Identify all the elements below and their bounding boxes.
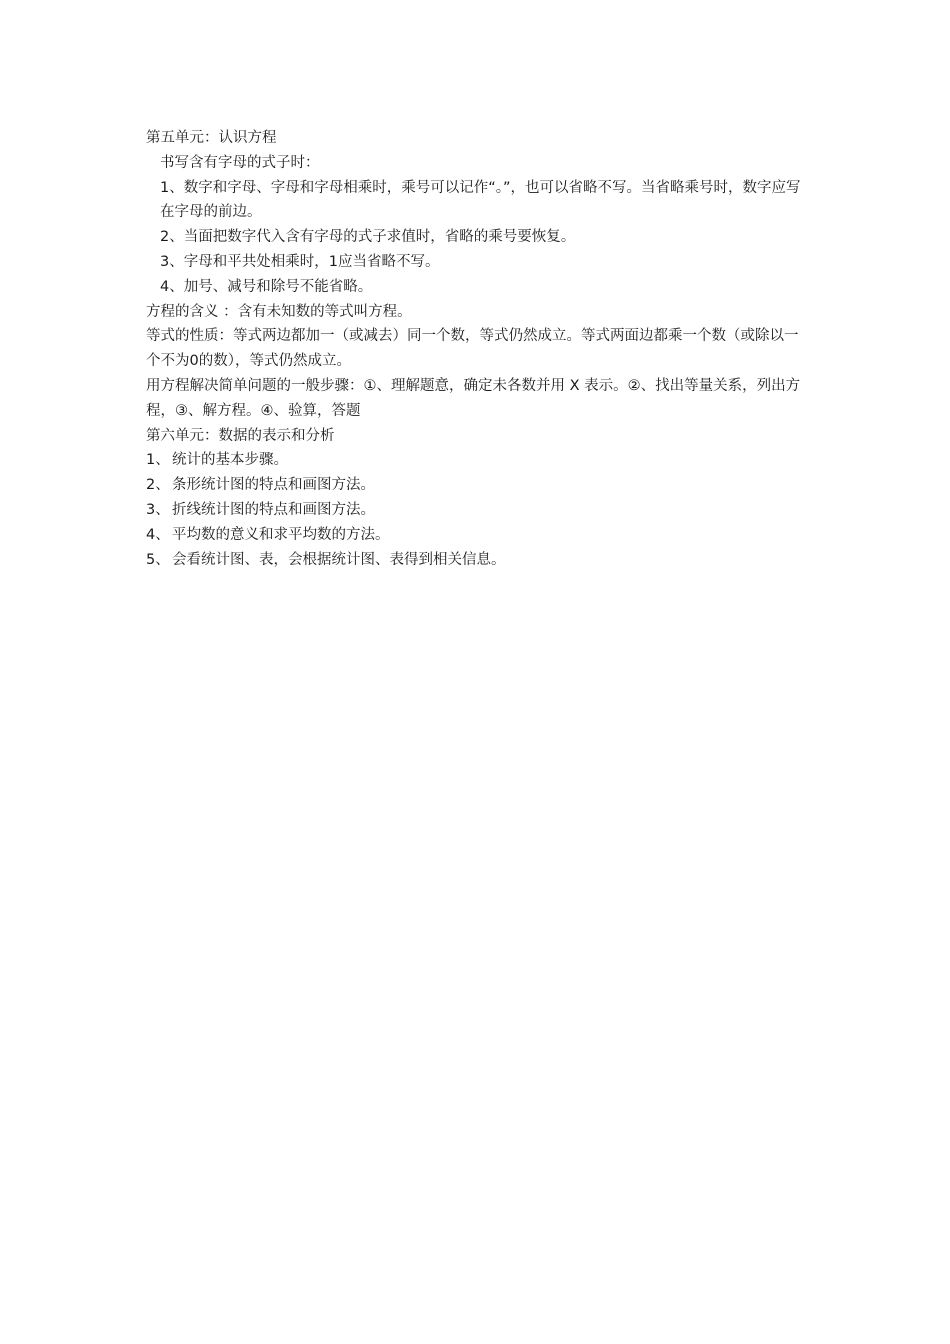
list-item-text: 统计的基本步骤。	[172, 452, 288, 469]
unit5-rule-4: 4、加号、减号和除号不能省略。	[160, 278, 373, 295]
list-item	[146, 548, 808, 573]
unit6-title: 第六单元：数据的表示和分析	[146, 427, 335, 444]
list-item-number: 4、	[146, 526, 170, 543]
list-item-number: 1、	[146, 452, 170, 469]
list-item-number: 2、	[146, 477, 170, 494]
list-item	[146, 448, 808, 473]
equation-definition: 方程的含义 ：含有未知数的等式叫方程。	[146, 303, 412, 320]
list-item-number: 3、	[146, 501, 170, 518]
list-item-text: 条形统计图的特点和画图方法。	[172, 477, 375, 494]
list-item-number: 5、	[146, 551, 170, 568]
document-body	[146, 126, 808, 572]
equality-property: 等式的性质：等式两边都加一（或减去）同一个数，等式仍然成立。等式两面边都乘一个数（或除以一个不为0的数），等式仍然成立。	[146, 328, 799, 370]
list-item-text: 会看统计图、表，会根据统计图、表得到相关信息。	[172, 551, 506, 568]
unit5-rule-3: 3、字母和平共处相乘时，1应当省略不写。	[160, 253, 440, 270]
list-item-text: 折线统计图的特点和画图方法。	[172, 501, 375, 518]
list-item	[146, 523, 808, 548]
solving-steps: 用方程解决简单问题的一般步骤：①、理解题意，确定未各数并用 X 表示。②、找出等量关系，列出方程，③、解方程。④、验算，答题	[146, 377, 801, 419]
unit5-title: 第五单元：认识方程	[146, 130, 277, 146]
unit5-rule-1: 1、数字和字母、字母和字母相乘时，乘号可以记作“。”，也可以省略不写。当省略乘号时，数字应写在字母的前边。	[160, 179, 801, 221]
list-item	[146, 473, 808, 498]
unit5-intro: 书写含有字母的式子时：	[160, 154, 320, 171]
list-item-text: 平均数的意义和求平均数的方法。	[172, 526, 390, 543]
list-item	[146, 498, 808, 523]
unit5-rule-2: 2、当面把数字代入含有字母的式子求值时，省略的乘号要恢复。	[160, 229, 576, 246]
